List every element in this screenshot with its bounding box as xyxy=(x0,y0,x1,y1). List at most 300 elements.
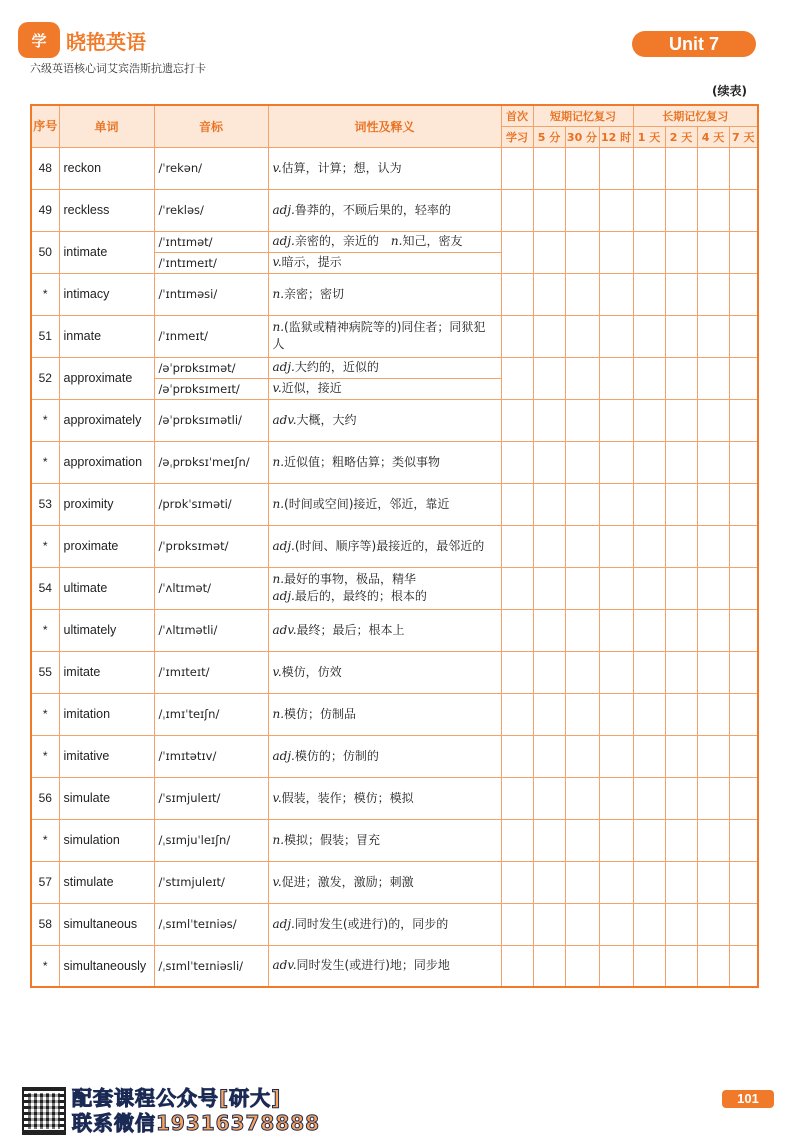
row-phonetic: /ˈɪntɪmeɪt/ xyxy=(154,252,268,273)
row-word: proximate xyxy=(59,525,154,567)
review-checkbox[interactable] xyxy=(729,777,758,819)
header-short-term: 短期记忆复习 xyxy=(533,105,633,126)
part-of-speech: v. xyxy=(272,255,282,269)
review-checkbox[interactable] xyxy=(533,525,565,567)
row-index: 49 xyxy=(31,189,59,231)
review-checkbox[interactable] xyxy=(665,693,697,735)
part-of-speech: n. xyxy=(272,320,285,334)
review-checkbox[interactable] xyxy=(633,441,665,483)
review-checkbox[interactable] xyxy=(665,399,697,441)
first-study-checkbox[interactable] xyxy=(501,525,533,567)
review-checkbox[interactable] xyxy=(729,357,758,399)
review-checkbox[interactable] xyxy=(633,609,665,651)
row-word: simultaneous xyxy=(59,903,154,945)
row-phonetic: /əˈprɒksɪmeɪt/ xyxy=(154,378,268,399)
review-checkbox[interactable] xyxy=(599,861,633,903)
qr-code-icon xyxy=(22,1087,66,1135)
row-word: simultaneously xyxy=(59,945,154,987)
row-word: imitative xyxy=(59,735,154,777)
definition: 最后的，最终的；根本的 xyxy=(294,589,427,603)
review-checkbox[interactable] xyxy=(665,273,697,315)
table-row xyxy=(31,777,758,819)
row-phonetic: /ˌɪmɪˈteɪʃn/ xyxy=(154,693,268,735)
review-checkbox[interactable] xyxy=(565,315,599,357)
review-checkbox[interactable] xyxy=(697,861,729,903)
definition: 鲁莽的，不顾后果的，轻率的 xyxy=(294,202,451,217)
review-checkbox[interactable] xyxy=(599,735,633,777)
row-word: ultimately xyxy=(59,609,154,651)
review-checkbox[interactable] xyxy=(633,273,665,315)
table-row xyxy=(31,483,758,525)
review-checkbox[interactable] xyxy=(533,945,565,987)
review-checkbox[interactable] xyxy=(633,357,665,399)
definition: 同时发生(或进行)的，同步的 xyxy=(294,916,449,931)
review-checkbox[interactable] xyxy=(729,189,758,231)
part-of-speech: adj. xyxy=(272,202,295,217)
review-checkbox[interactable] xyxy=(697,903,729,945)
row-meaning xyxy=(268,903,501,945)
review-checkbox[interactable] xyxy=(633,777,665,819)
row-word: approximately xyxy=(59,399,154,441)
review-checkbox[interactable] xyxy=(633,651,665,693)
review-checkbox[interactable] xyxy=(697,567,729,609)
table-row xyxy=(31,357,758,378)
row-phonetic: /ˈɪntɪməsi/ xyxy=(154,273,268,315)
review-checkbox[interactable] xyxy=(565,861,599,903)
first-study-checkbox[interactable] xyxy=(501,483,533,525)
first-study-checkbox[interactable] xyxy=(501,189,533,231)
review-checkbox[interactable] xyxy=(729,483,758,525)
row-word: approximation xyxy=(59,441,154,483)
review-checkbox[interactable] xyxy=(599,819,633,861)
review-checkbox[interactable] xyxy=(599,273,633,315)
review-checkbox[interactable] xyxy=(697,777,729,819)
review-checkbox[interactable] xyxy=(565,357,599,399)
header-phonetic: 音标 xyxy=(154,105,268,147)
definition: 模仿，仿效 xyxy=(281,664,342,679)
part-of-speech: n. xyxy=(272,706,285,721)
review-checkbox[interactable] xyxy=(533,357,565,399)
review-checkbox[interactable] xyxy=(599,945,633,987)
row-index: 58 xyxy=(31,903,59,945)
review-checkbox[interactable] xyxy=(729,567,758,609)
review-checkbox[interactable] xyxy=(665,609,697,651)
review-checkbox[interactable] xyxy=(533,819,565,861)
review-checkbox[interactable] xyxy=(599,777,633,819)
first-study-checkbox[interactable] xyxy=(501,945,533,987)
table-row xyxy=(31,441,758,483)
row-word: simulate xyxy=(59,777,154,819)
review-checkbox[interactable] xyxy=(665,315,697,357)
review-checkbox[interactable] xyxy=(533,441,565,483)
review-checkbox[interactable] xyxy=(729,315,758,357)
review-checkbox[interactable] xyxy=(665,189,697,231)
row-phonetic: /ˌsɪmlˈteɪniəs/ xyxy=(154,903,268,945)
review-checkbox[interactable] xyxy=(665,525,697,567)
row-word: approximate xyxy=(59,357,154,399)
part-of-speech: n. xyxy=(272,286,285,301)
header-first-bottom: 学习 xyxy=(501,126,533,147)
review-checkbox[interactable] xyxy=(599,189,633,231)
review-checkbox[interactable] xyxy=(533,399,565,441)
first-study-checkbox[interactable] xyxy=(501,777,533,819)
table-row xyxy=(31,651,758,693)
review-checkbox[interactable] xyxy=(533,483,565,525)
header-short-col: 5 分 xyxy=(533,126,565,147)
review-checkbox[interactable] xyxy=(633,945,665,987)
row-phonetic: /ˌsɪmlˈteɪniəsli/ xyxy=(154,945,268,987)
row-phonetic: /ˈstɪmjuleɪt/ xyxy=(154,861,268,903)
definition: 估算，计算；想，认为 xyxy=(281,160,402,175)
first-study-checkbox[interactable] xyxy=(501,441,533,483)
review-checkbox[interactable] xyxy=(599,147,633,189)
review-checkbox[interactable] xyxy=(729,735,758,777)
footer-promo xyxy=(22,1086,320,1136)
row-word: intimate xyxy=(59,231,154,273)
row-phonetic: /ˈʌltɪmətli/ xyxy=(154,609,268,651)
table-row xyxy=(31,525,758,567)
review-checkbox[interactable] xyxy=(665,147,697,189)
review-checkbox[interactable] xyxy=(633,735,665,777)
row-index: 56 xyxy=(31,777,59,819)
row-phonetic: /ˈʌltɪmət/ xyxy=(154,567,268,609)
review-checkbox[interactable] xyxy=(533,651,565,693)
unit-label: Unit 7 xyxy=(632,31,756,57)
table-row xyxy=(31,315,758,357)
row-meaning xyxy=(268,525,501,567)
table-row xyxy=(31,567,758,609)
first-study-checkbox[interactable] xyxy=(501,315,533,357)
logo-badge-icon: 学 xyxy=(18,22,60,58)
review-checkbox[interactable] xyxy=(565,525,599,567)
review-checkbox[interactable] xyxy=(599,231,633,273)
first-study-checkbox[interactable] xyxy=(501,819,533,861)
review-checkbox[interactable] xyxy=(665,483,697,525)
review-checkbox[interactable] xyxy=(697,441,729,483)
review-checkbox[interactable] xyxy=(697,735,729,777)
review-checkbox[interactable] xyxy=(697,693,729,735)
definition: 促进；激发，激励；刺激 xyxy=(281,874,414,889)
review-checkbox[interactable] xyxy=(565,693,599,735)
review-checkbox[interactable] xyxy=(533,693,565,735)
row-word: reckon xyxy=(59,147,154,189)
part-of-speech: adj. xyxy=(272,748,295,763)
row-meaning xyxy=(268,945,501,987)
row-index: 50 xyxy=(31,231,59,273)
definition: (时间或空间)接近，邻近，靠近 xyxy=(284,496,450,511)
row-index: * xyxy=(31,693,59,735)
review-checkbox[interactable] xyxy=(729,819,758,861)
header-short-col: 12 时 xyxy=(599,126,633,147)
promo-line-2: 联系微信19316378888 xyxy=(72,1111,321,1135)
first-study-checkbox[interactable] xyxy=(501,399,533,441)
review-checkbox[interactable] xyxy=(697,819,729,861)
review-checkbox[interactable] xyxy=(533,147,565,189)
page-subtitle: 六级英语核心词艾宾浩斯抗遗忘打卡 xyxy=(30,62,206,75)
row-phonetic: /əˈprɒksɪmət/ xyxy=(154,357,268,378)
vocab-table xyxy=(30,104,759,988)
logo xyxy=(18,22,146,58)
first-study-checkbox[interactable] xyxy=(501,231,533,273)
review-checkbox[interactable] xyxy=(665,231,697,273)
row-phonetic: /əˌprɒksɪˈmeɪʃn/ xyxy=(154,441,268,483)
review-checkbox[interactable] xyxy=(697,357,729,399)
review-checkbox[interactable] xyxy=(533,189,565,231)
review-checkbox[interactable] xyxy=(697,189,729,231)
review-checkbox[interactable] xyxy=(565,651,599,693)
review-checkbox[interactable] xyxy=(599,441,633,483)
review-checkbox[interactable] xyxy=(697,483,729,525)
row-index: 48 xyxy=(31,147,59,189)
row-meaning xyxy=(268,777,501,819)
row-index: * xyxy=(31,945,59,987)
review-checkbox[interactable] xyxy=(565,903,599,945)
review-checkbox[interactable] xyxy=(565,441,599,483)
row-phonetic: /ˈɪnmeɪt/ xyxy=(154,315,268,357)
review-checkbox[interactable] xyxy=(633,819,665,861)
row-meaning xyxy=(268,609,501,651)
row-word: reckless xyxy=(59,189,154,231)
review-checkbox[interactable] xyxy=(665,777,697,819)
first-study-checkbox[interactable] xyxy=(501,693,533,735)
row-word: simulation xyxy=(59,819,154,861)
row-word: ultimate xyxy=(59,567,154,609)
review-checkbox[interactable] xyxy=(633,315,665,357)
row-phonetic: /ˈɪmɪtətɪv/ xyxy=(154,735,268,777)
review-checkbox[interactable] xyxy=(565,819,599,861)
first-study-checkbox[interactable] xyxy=(501,357,533,399)
part-of-speech: v. xyxy=(272,160,282,175)
first-study-checkbox[interactable] xyxy=(501,273,533,315)
review-checkbox[interactable] xyxy=(697,399,729,441)
review-checkbox[interactable] xyxy=(599,399,633,441)
review-checkbox[interactable] xyxy=(729,903,758,945)
review-checkbox[interactable] xyxy=(599,651,633,693)
row-phonetic: /ˈrekləs/ xyxy=(154,189,268,231)
definition: (时间、顺序等)最接近的，最邻近的 xyxy=(294,538,485,553)
row-phonetic: /ˈɪntɪmət/ xyxy=(154,231,268,252)
review-checkbox[interactable] xyxy=(565,189,599,231)
review-checkbox[interactable] xyxy=(533,315,565,357)
row-meaning xyxy=(268,861,501,903)
review-checkbox[interactable] xyxy=(633,231,665,273)
part-of-speech: n. xyxy=(272,572,285,586)
review-checkbox[interactable] xyxy=(665,651,697,693)
review-checkbox[interactable] xyxy=(729,651,758,693)
review-checkbox[interactable] xyxy=(665,735,697,777)
row-word: proximity xyxy=(59,483,154,525)
row-index: 53 xyxy=(31,483,59,525)
row-index: * xyxy=(31,399,59,441)
part-of-speech: v. xyxy=(272,664,282,679)
review-checkbox[interactable] xyxy=(565,945,599,987)
definition: 亲密的，亲近的 xyxy=(294,234,391,248)
header-long-term: 长期记忆复习 xyxy=(633,105,758,126)
logo-text: 晓艳英语 xyxy=(66,29,146,54)
review-checkbox[interactable] xyxy=(697,147,729,189)
review-checkbox[interactable] xyxy=(565,399,599,441)
review-checkbox[interactable] xyxy=(533,861,565,903)
row-meaning xyxy=(268,189,501,231)
review-checkbox[interactable] xyxy=(633,483,665,525)
review-checkbox[interactable] xyxy=(729,273,758,315)
row-meaning xyxy=(268,819,501,861)
definition: 模仿；仿制品 xyxy=(284,706,357,721)
row-index: 54 xyxy=(31,567,59,609)
header-word: 单词 xyxy=(59,105,154,147)
part-of-speech: n. xyxy=(272,454,285,469)
definition: 假装，装作；模仿；模拟 xyxy=(281,790,414,805)
review-checkbox[interactable] xyxy=(697,609,729,651)
review-checkbox[interactable] xyxy=(565,483,599,525)
row-meaning xyxy=(268,399,501,441)
review-checkbox[interactable] xyxy=(697,315,729,357)
row-phonetic: /əˈprɒksɪmətli/ xyxy=(154,399,268,441)
first-study-checkbox[interactable] xyxy=(501,567,533,609)
part-of-speech: adj. xyxy=(272,589,295,603)
review-checkbox[interactable] xyxy=(665,819,697,861)
row-meaning xyxy=(268,693,501,735)
review-checkbox[interactable] xyxy=(599,693,633,735)
review-checkbox[interactable] xyxy=(697,273,729,315)
review-checkbox[interactable] xyxy=(565,231,599,273)
review-checkbox[interactable] xyxy=(665,357,697,399)
definition: 模仿的；仿制的 xyxy=(294,748,379,763)
header-long-col: 1 天 xyxy=(633,126,665,147)
review-checkbox[interactable] xyxy=(633,147,665,189)
promo-line-1: 配套课程公众号[研大] xyxy=(72,1086,282,1110)
first-study-checkbox[interactable] xyxy=(501,735,533,777)
table-row xyxy=(31,693,758,735)
table-row xyxy=(31,861,758,903)
review-checkbox[interactable] xyxy=(665,567,697,609)
review-checkbox[interactable] xyxy=(599,609,633,651)
review-checkbox[interactable] xyxy=(565,777,599,819)
review-checkbox[interactable] xyxy=(565,567,599,609)
review-checkbox[interactable] xyxy=(665,903,697,945)
part-of-speech: n. xyxy=(390,234,403,248)
row-meaning xyxy=(268,273,501,315)
review-checkbox[interactable] xyxy=(565,735,599,777)
row-index: * xyxy=(31,441,59,483)
header-long-col: 2 天 xyxy=(665,126,697,147)
review-checkbox[interactable] xyxy=(665,441,697,483)
review-checkbox[interactable] xyxy=(599,525,633,567)
review-checkbox[interactable] xyxy=(697,651,729,693)
review-checkbox[interactable] xyxy=(599,567,633,609)
row-phonetic: /ˈprɒksɪmət/ xyxy=(154,525,268,567)
row-phonetic: /ˈɪmɪteɪt/ xyxy=(154,651,268,693)
page-number: 101 xyxy=(722,1090,774,1108)
review-checkbox[interactable] xyxy=(533,777,565,819)
row-meaning xyxy=(268,735,501,777)
review-checkbox[interactable] xyxy=(665,861,697,903)
review-checkbox[interactable] xyxy=(633,525,665,567)
first-study-checkbox[interactable] xyxy=(501,609,533,651)
review-checkbox[interactable] xyxy=(599,903,633,945)
review-checkbox[interactable] xyxy=(633,567,665,609)
first-study-checkbox[interactable] xyxy=(501,651,533,693)
review-checkbox[interactable] xyxy=(533,231,565,273)
review-checkbox[interactable] xyxy=(599,315,633,357)
row-word: imitate xyxy=(59,651,154,693)
review-checkbox[interactable] xyxy=(697,945,729,987)
review-checkbox[interactable] xyxy=(729,945,758,987)
review-checkbox[interactable] xyxy=(729,231,758,273)
review-checkbox[interactable] xyxy=(729,399,758,441)
part-of-speech: adv. xyxy=(272,958,297,973)
part-of-speech: n. xyxy=(272,496,285,511)
review-checkbox[interactable] xyxy=(633,399,665,441)
definition: 同时发生(或进行)地；同步地 xyxy=(296,958,450,973)
row-meaning xyxy=(268,315,501,357)
definition: 最终；最后；根本上 xyxy=(296,622,405,637)
part-of-speech: adv. xyxy=(272,412,297,427)
row-meaning xyxy=(268,441,501,483)
review-checkbox[interactable] xyxy=(697,525,729,567)
table-row xyxy=(31,231,758,252)
definition: 暗示，提示 xyxy=(281,255,342,269)
table-row xyxy=(31,903,758,945)
review-checkbox[interactable] xyxy=(633,861,665,903)
first-study-checkbox[interactable] xyxy=(501,147,533,189)
review-checkbox[interactable] xyxy=(729,147,758,189)
part-of-speech: adj. xyxy=(272,916,295,931)
review-checkbox[interactable] xyxy=(665,945,697,987)
review-checkbox[interactable] xyxy=(533,609,565,651)
review-checkbox[interactable] xyxy=(533,273,565,315)
part-of-speech: v. xyxy=(272,381,282,395)
review-checkbox[interactable] xyxy=(729,609,758,651)
table-row xyxy=(31,189,758,231)
part-of-speech: n. xyxy=(272,832,285,847)
review-checkbox[interactable] xyxy=(533,567,565,609)
header-meaning: 词性及释义 xyxy=(268,105,501,147)
row-meaning xyxy=(268,231,501,252)
first-study-checkbox[interactable] xyxy=(501,903,533,945)
row-meaning xyxy=(268,483,501,525)
header-long-col: 4 天 xyxy=(697,126,729,147)
row-index: * xyxy=(31,609,59,651)
review-checkbox[interactable] xyxy=(633,693,665,735)
part-of-speech: adj. xyxy=(272,538,295,553)
review-checkbox[interactable] xyxy=(729,861,758,903)
review-checkbox[interactable] xyxy=(599,483,633,525)
review-checkbox[interactable] xyxy=(533,735,565,777)
review-checkbox[interactable] xyxy=(633,903,665,945)
review-checkbox[interactable] xyxy=(729,693,758,735)
review-checkbox[interactable] xyxy=(599,357,633,399)
review-checkbox[interactable] xyxy=(533,903,565,945)
definition: 近似，接近 xyxy=(281,381,342,395)
row-meaning xyxy=(268,378,501,399)
first-study-checkbox[interactable] xyxy=(501,861,533,903)
review-checkbox[interactable] xyxy=(729,525,758,567)
definition: 大概，大约 xyxy=(296,412,357,427)
review-checkbox[interactable] xyxy=(565,609,599,651)
row-index: 55 xyxy=(31,651,59,693)
definition: 最好的事物，极品，精华 xyxy=(284,572,417,586)
review-checkbox[interactable] xyxy=(565,273,599,315)
header-index: 序号 xyxy=(31,105,59,147)
review-checkbox[interactable] xyxy=(565,147,599,189)
table-row xyxy=(31,147,758,189)
review-checkbox[interactable] xyxy=(633,189,665,231)
part-of-speech: v. xyxy=(272,790,282,805)
header-short-col: 30 分 xyxy=(565,126,599,147)
review-checkbox[interactable] xyxy=(729,441,758,483)
review-checkbox[interactable] xyxy=(697,231,729,273)
